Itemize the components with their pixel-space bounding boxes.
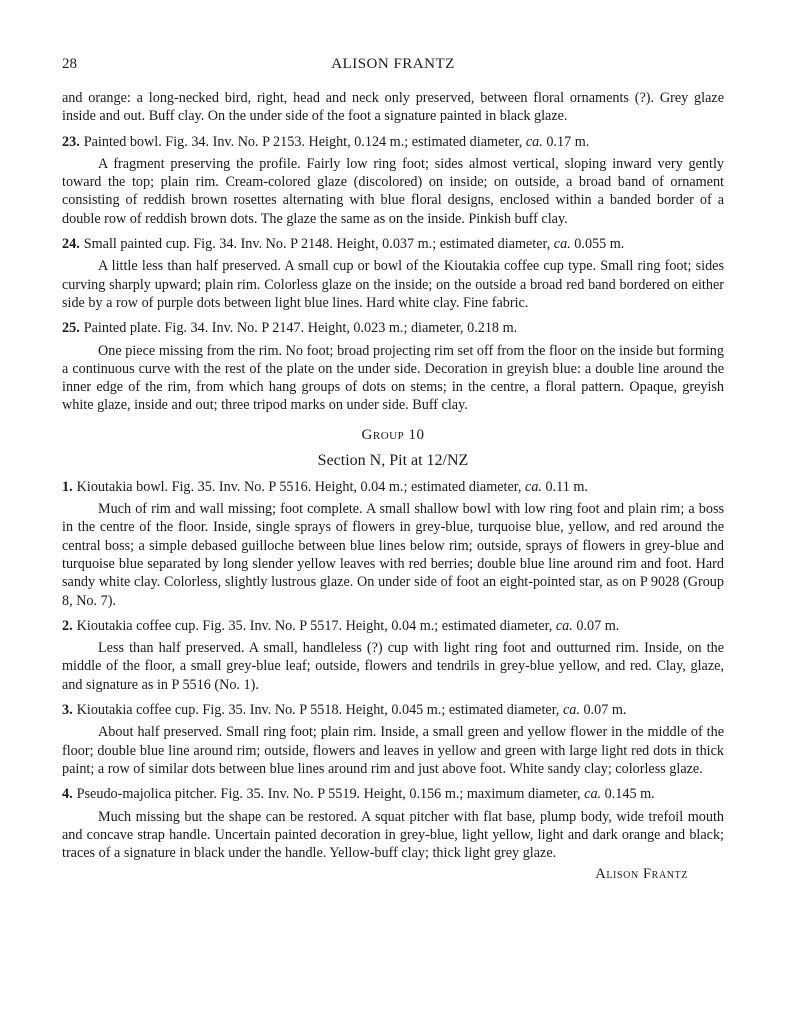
entry-description: Much missing but the shape can be restored. A squat pitcher with flat base, plump body, wide trefoil mouth and concave strap handle. Uncertain painted decoration in grey-blue, light yellow, light and dark orange and black; traces of a signature in black under the handle. Yellow-buff clay; thick light grey glaze.: [62, 808, 724, 862]
entry-number: 4.: [62, 786, 73, 803]
author-signature: Alison Frantz: [595, 866, 688, 883]
entry-description: One piece missing from the rim. No foot; broad projecting rim set off from the floor on the inside but forming a continuous curve with the rest of the plate on the under side. Decoration in greyish blue: a double line around the inner edge of the rim, from which hang groups of dots on stems; in the centre, a floral pattern. Opaque, greyish white glaze, inside and out; three tripod marks on under side. Buff clay.: [62, 342, 724, 414]
section-title: Section N, Pit at 12/NZ: [317, 451, 469, 469]
entry-number: 23.: [62, 133, 80, 150]
catalogue-entry: [62, 235, 724, 312]
continuation-text: and orange: a long-necked bird, right, head and neck only preserved, between floral ornaments (?). Grey glaze inside and out. Buff clay. On the under side of the foot a signature painted in black glaze.: [62, 90, 724, 125]
group-title: Group 10: [361, 426, 425, 443]
catalogue-entry: [62, 319, 724, 414]
entry-description: A little less than half preserved. A small cup or bowl of the Kioutakia coffee cup type. Small ring foot; sides curving sharply upward; plain rim. Colorless glaze on the inside; on the outside a broad red band bordered on either side by a row of purple dots between light blue lines. Hard white clay. Fine fabric.: [62, 258, 724, 311]
entry-description: Much of rim and wall missing; foot complete. A small shallow bowl with low ring foot and plain rim; a boss in the centre of the floor. Inside, single sprays of flowers in grey-blue, turquoise blue, yellow, and red around the central boss; a simple debased guilloche between blue lines below rim; outside, sprays of flowers in grey-blue and turquoise blue separated by long slender yellow leaves with red berries; double blue line around rim and foot. Hard sandy white clay. Colorless, slightly lustrous glaze. On under side of foot an eight-pointed star, as on P 9028 (Group 8, No. 7).: [62, 501, 724, 609]
entry-description: About half preserved. Small ring foot; plain rim. Inside, a small green and yellow flower in the middle of the floor; double blue line around rim; outside, flowers and leaves in yellow and green with large light red dots in thick paint; a row of similar dots between blue lines around rim and just above foot. White sandy clay; colorless glaze.: [62, 724, 724, 777]
entry-heading: 1. Kioutakia bowl. Fig. 35. Inv. No. P 5516. Height, 0.04 m.; estimated diameter, ca. 0.11 m.: [62, 478, 588, 495]
page-header: [62, 56, 724, 80]
entry-heading: 24. Small painted cup. Fig. 34. Inv. No. P 2148. Height, 0.037 m.; estimated diameter, ca. 0.055 m.: [62, 236, 625, 253]
catalogue-entry: [62, 701, 724, 778]
entry-number: 24.: [62, 236, 80, 253]
entry-heading: 23. Painted bowl. Fig. 34. Inv. No. P 2153. Height, 0.124 m.; estimated diameter, ca. 0.17 m.: [62, 133, 590, 150]
entry-number: 2.: [62, 617, 73, 634]
catalogue-entry: [62, 785, 724, 862]
entry-heading: 25. Painted plate. Fig. 34. Inv. No. P 2147. Height, 0.023 m.; diameter, 0.218 m.: [62, 320, 518, 337]
entry-number: 3.: [62, 702, 73, 719]
entry-number: 25.: [62, 320, 80, 337]
entry-description: A fragment preserving the profile. Fairly low ring foot; sides almost vertical, sloping inward very gently toward the top; plain rim. Cream-colored glaze (discolored) on inside; on outside, a broad band of ornament consisting of reddish brown rosettes alternating with blue floral designs, enclosed within a banded border of a double row of reddish brown dots. The glaze the same as on the inside. Pinkish buff clay.: [62, 155, 724, 227]
page: [62, 56, 724, 883]
catalogue-entry: [62, 133, 724, 228]
entry-heading: 4. Pseudo-majolica pitcher. Fig. 35. Inv. No. P 5519. Height, 0.156 m.; maximum diameter, ca. 0.145 m.: [62, 786, 655, 803]
entry-heading: 3. Kioutakia coffee cup. Fig. 35. Inv. No. P 5518. Height, 0.045 m.; estimated diameter, ca. 0.07 m.: [62, 702, 627, 719]
catalogue-entry: [62, 617, 724, 694]
running-head: ALISON FRANTZ: [331, 56, 455, 72]
entry-description: Less than half preserved. A small, handleless (?) cup with light ring foot and outturned rim. Inside, on the middle of the floor, a small grey-blue leaf; outside, flowers and tendrils in grey-blue yellow, and red. Clay, glaze, and signature as in P 5516 (No. 1).: [62, 640, 724, 693]
entry-heading: 2. Kioutakia coffee cup. Fig. 35. Inv. No. P 5517. Height, 0.04 m.; estimated diameter, ca. 0.07 m.: [62, 617, 620, 634]
entry-number: 1.: [62, 478, 73, 495]
page-number: 28: [62, 56, 77, 72]
catalogue-entry: [62, 478, 724, 610]
